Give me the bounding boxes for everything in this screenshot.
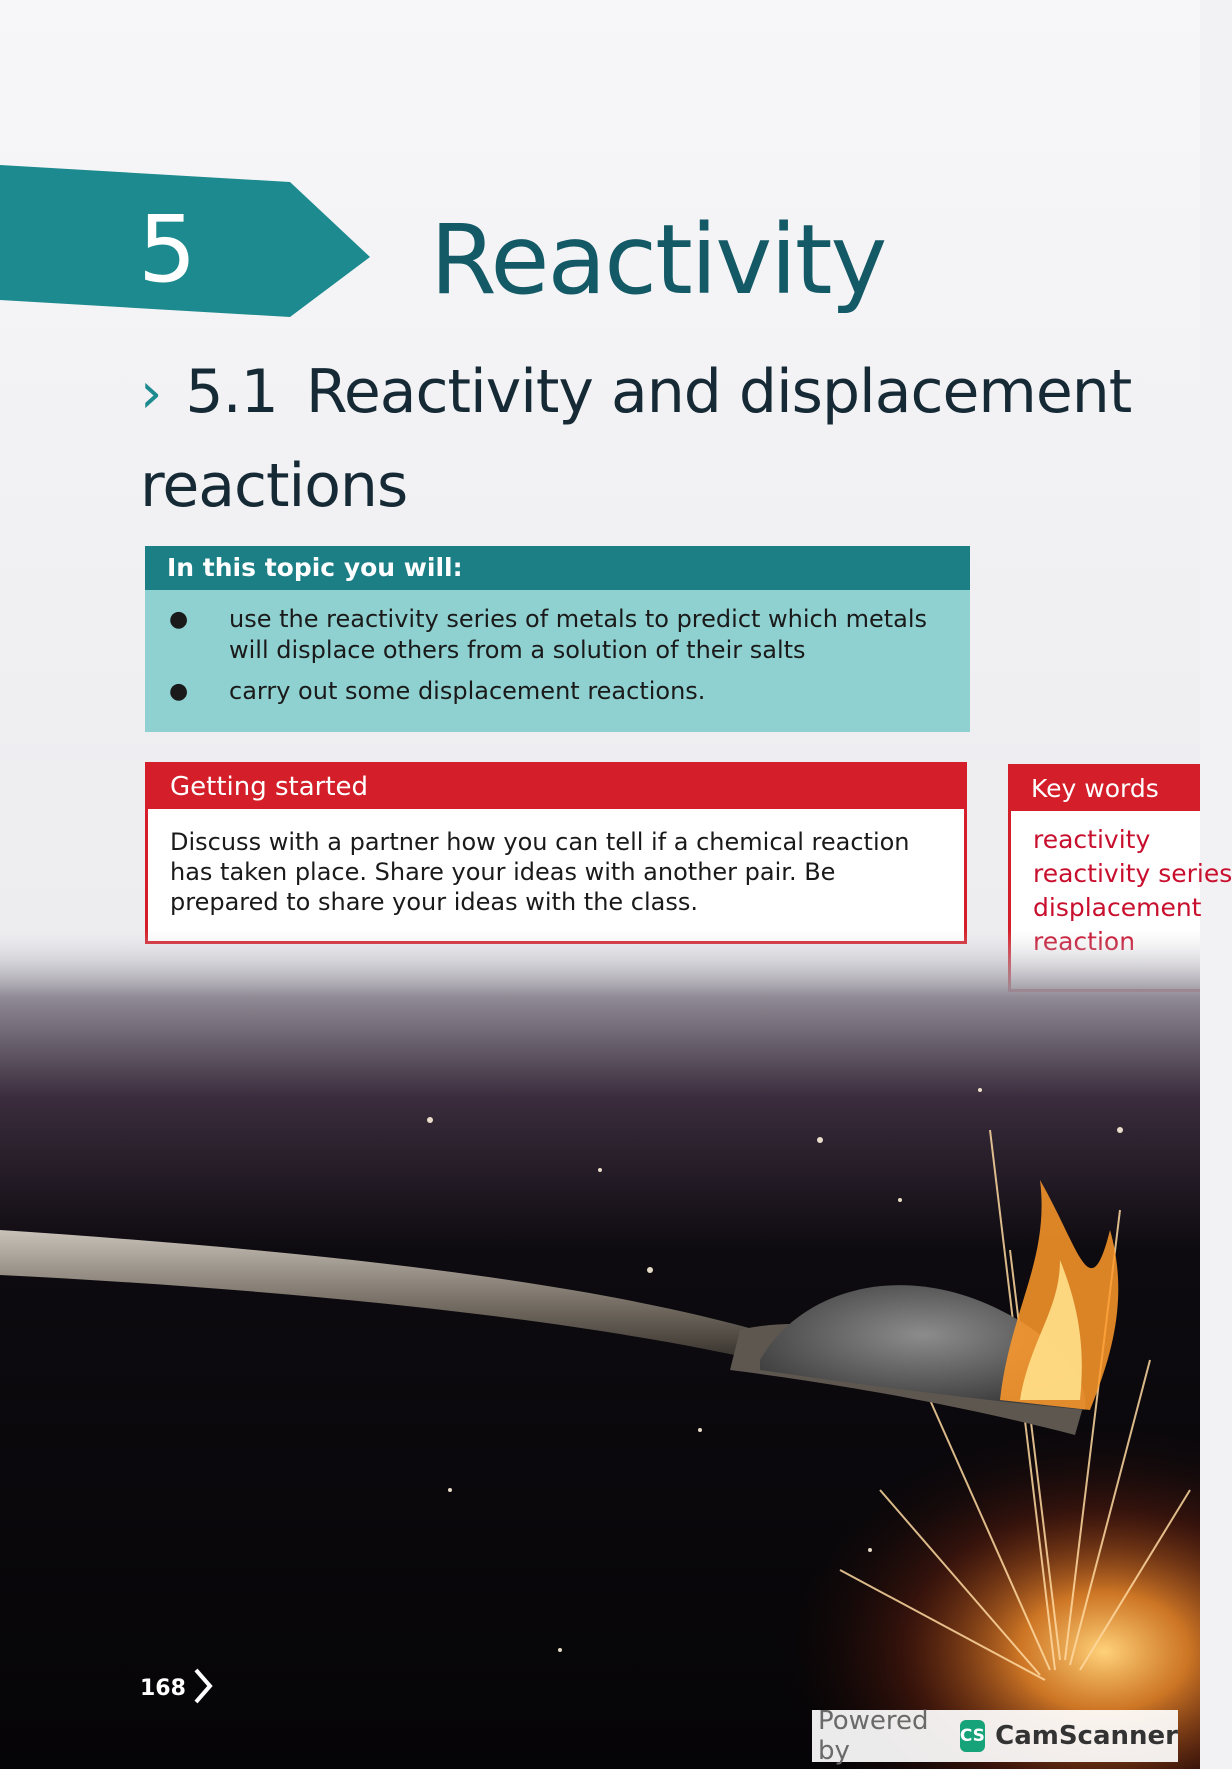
sparks-photo bbox=[0, 930, 1200, 1769]
watermark-brand: CamScanner bbox=[995, 1721, 1178, 1751]
list-item: ● use the reactivity series of metals to predict which metals will displace others from a solution of their salts bbox=[169, 605, 928, 664]
topic-list bbox=[145, 590, 970, 707]
key-words-heading: Key words bbox=[1011, 767, 1200, 811]
key-word: displacement bbox=[1033, 893, 1202, 922]
getting-started-box bbox=[145, 762, 967, 944]
camscanner-logo-icon: CS bbox=[960, 1720, 985, 1752]
page-number: 168 bbox=[140, 1676, 186, 1701]
section-title: Reactivity and displacement reactions bbox=[140, 357, 1132, 521]
chapter-number: 5 bbox=[138, 196, 195, 303]
key-word: reactivity series bbox=[1033, 859, 1232, 888]
chapter-title: Reactivity bbox=[430, 204, 886, 316]
list-item: ● carry out some displacement reactions. bbox=[169, 677, 706, 705]
key-word: reactivity bbox=[1033, 825, 1151, 854]
topic-box bbox=[145, 546, 970, 732]
camscanner-watermark bbox=[812, 1706, 1178, 1766]
watermark-text: Powered by bbox=[818, 1706, 929, 1766]
bullet-icon: ● bbox=[169, 679, 189, 704]
section-heading bbox=[140, 346, 1190, 532]
section-number: 5.1 bbox=[185, 357, 278, 427]
chevron-right-icon: › bbox=[140, 361, 162, 426]
topic-box-heading: In this topic you will: bbox=[145, 546, 970, 590]
bullet-icon: ● bbox=[169, 607, 189, 632]
getting-started-text: Discuss with a partner how you can tell if a chemical reaction has taken place. Share your ideas with another pair. Be prepared to share your ideas with the class. bbox=[170, 828, 910, 916]
getting-started-heading: Getting started bbox=[148, 765, 964, 809]
chevron-right-icon bbox=[192, 1666, 214, 1706]
